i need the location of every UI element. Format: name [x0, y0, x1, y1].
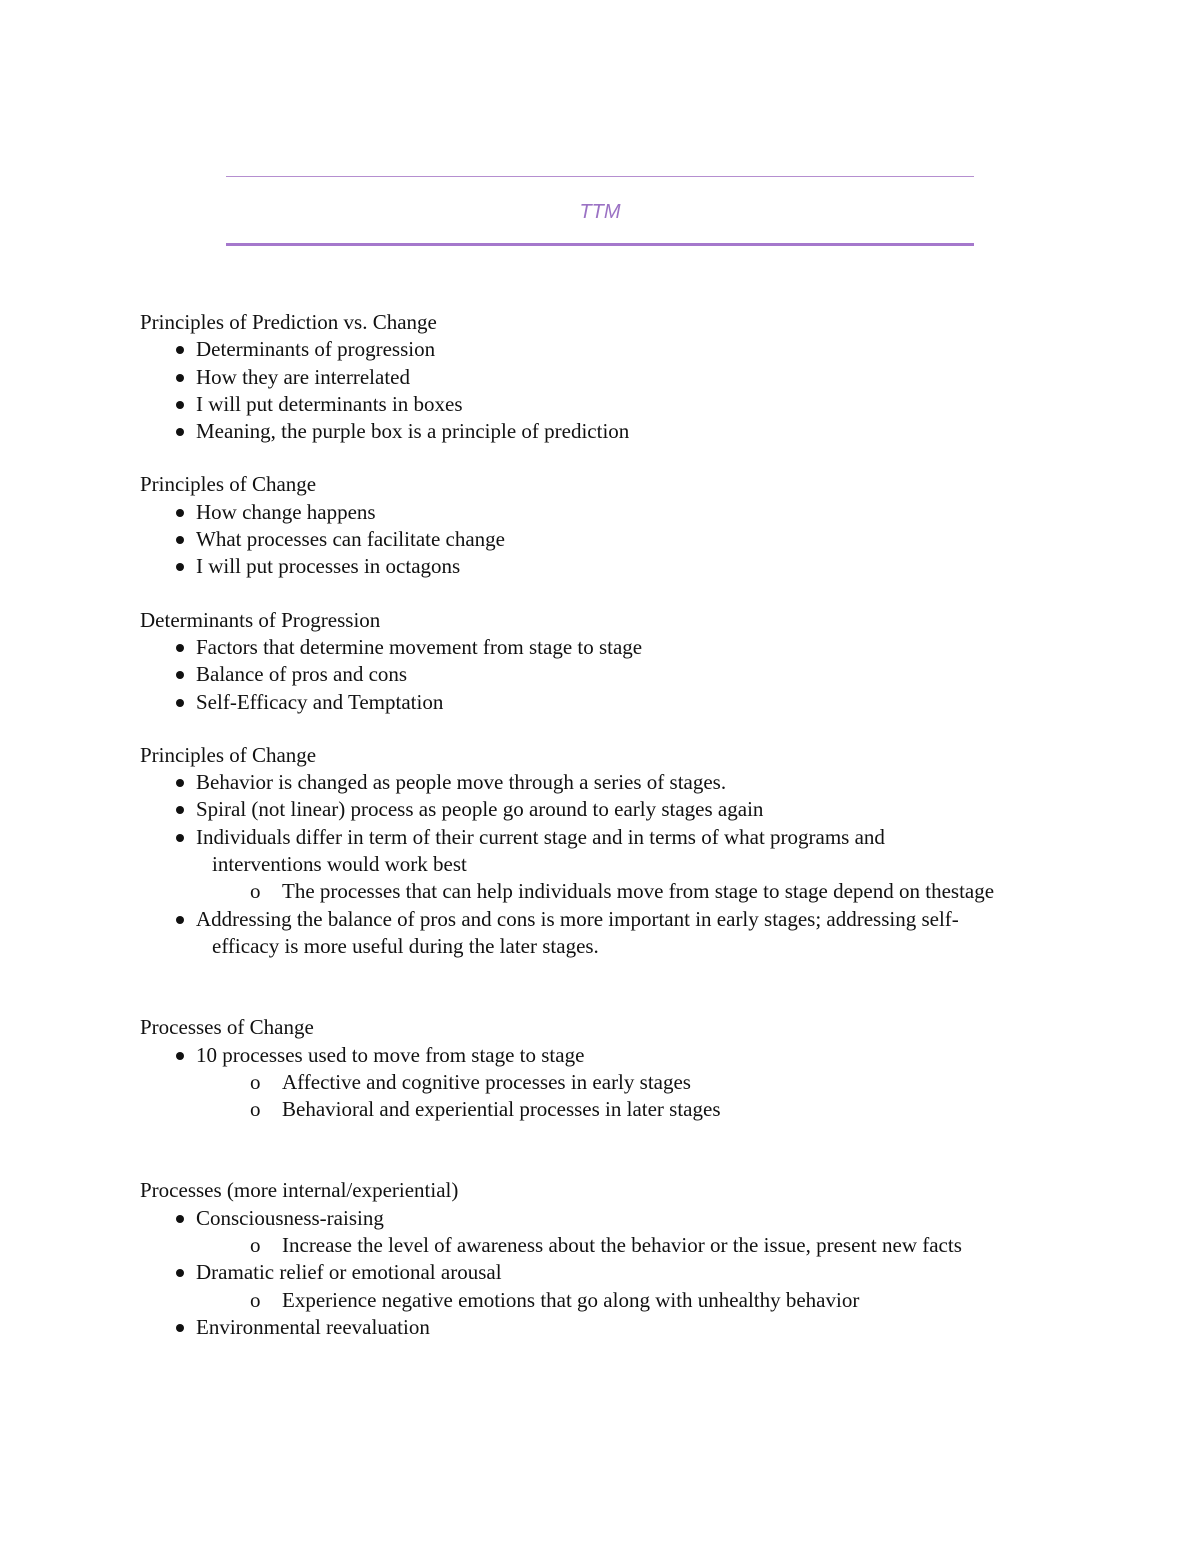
bullet-icon	[176, 509, 184, 517]
bullet-icon	[176, 563, 184, 571]
document-title: TTM	[579, 201, 621, 223]
list-item: Behavior is changed as people move through a series of stages.	[140, 769, 1060, 796]
section	[140, 1014, 1060, 1123]
list-item: Environmental reevaluation	[140, 1314, 1060, 1341]
bullet-list	[140, 1042, 1060, 1124]
bullet-icon	[176, 1052, 184, 1060]
list-item: Self-Efficacy and Temptation	[140, 689, 1060, 716]
list-item: Factors that determine movement from stage to stage	[140, 634, 1060, 661]
list-item: Determinants of progression	[140, 336, 1060, 363]
list-item: Balance of pros and cons	[140, 661, 1060, 688]
spacer	[140, 581, 1060, 607]
list-item: 10 processes used to move from stage to stage o Affective and cognitive processes in early stages o Behavioral and experiential processes in later stages	[140, 1042, 1060, 1124]
bullet-icon	[176, 916, 184, 924]
list-item: Addressing the balance of pros and cons is more important in early stages; addressing self- efficacy is more useful during the later stages.	[140, 906, 1060, 961]
bullet-icon	[176, 374, 184, 382]
sub-list-item: o Behavioral and experiential processes in later stages	[140, 1096, 1060, 1123]
sub-list-item: o Increase the level of awareness about the behavior or the issue, present new facts	[140, 1232, 1060, 1259]
bullet-list	[140, 1205, 1060, 1341]
bullet-icon	[176, 428, 184, 436]
list-item: Consciousness-raising o Increase the level of awareness about the behavior or the issue, present new facts	[140, 1205, 1060, 1260]
sub-bullet-list	[196, 1069, 1060, 1124]
bullet-icon	[176, 346, 184, 354]
list-item: Meaning, the purple box is a principle of prediction	[140, 418, 1060, 445]
section	[140, 309, 1060, 445]
bullet-icon	[176, 1215, 184, 1223]
list-item: How they are interrelated	[140, 364, 1060, 391]
section-heading: Principles of Change	[140, 742, 317, 767]
document-body	[140, 309, 1060, 1341]
list-item: How change happens	[140, 499, 1060, 526]
bullet-list	[140, 634, 1060, 716]
spacer	[140, 960, 1060, 1014]
section-heading: Principles of Prediction vs. Change	[140, 310, 437, 334]
sub-bullet-list	[196, 878, 1060, 905]
circle-bullet-icon: o	[250, 1287, 261, 1312]
section-heading: Processes (more internal/experiential)	[140, 1178, 459, 1203]
bullet-icon	[176, 671, 184, 679]
bullet-icon	[176, 806, 184, 814]
circle-bullet-icon: o	[250, 1069, 261, 1094]
section	[140, 607, 1060, 716]
section	[140, 1177, 1060, 1341]
bullet-icon	[176, 834, 184, 842]
section-heading: Principles of Change	[140, 472, 317, 497]
bullet-list	[140, 336, 1060, 445]
circle-bullet-icon: o	[250, 1097, 261, 1122]
spacer	[140, 1123, 1060, 1177]
title-bottom-rule	[226, 243, 974, 246]
bullet-icon	[176, 644, 184, 652]
spacer	[140, 445, 1060, 471]
bullet-list	[140, 769, 1060, 960]
list-item: Dramatic relief or emotional arousal o Experience negative emotions that go along with unhealthy behavior	[140, 1259, 1060, 1314]
section-heading: Determinants of Progression	[140, 607, 381, 632]
bullet-icon	[176, 779, 184, 787]
sub-list-item: o The processes that can help individuals move from stage to stage depend on thestage	[140, 878, 1060, 905]
list-item: Individuals differ in term of their current stage and in terms of what programs and interventions would work best o The processes that can help individuals move from stage to stage depend on thestage	[140, 824, 1060, 906]
circle-bullet-icon: o	[250, 879, 261, 904]
list-item: I will put determinants in boxes	[140, 391, 1060, 418]
sub-bullet-list	[196, 1232, 1060, 1259]
bullet-icon	[176, 1269, 184, 1277]
title-top-rule	[226, 176, 974, 177]
list-item: I will put processes in octagons	[140, 553, 1060, 580]
bullet-list	[140, 499, 1060, 581]
bullet-icon	[176, 536, 184, 544]
section-heading: Processes of Change	[140, 1015, 314, 1040]
circle-bullet-icon: o	[250, 1233, 261, 1258]
list-item: Spiral (not linear) process as people go around to early stages again	[140, 796, 1060, 823]
section	[140, 471, 1060, 580]
sub-bullet-list	[196, 1287, 1060, 1314]
bullet-icon	[176, 401, 184, 409]
sub-list-item: o Affective and cognitive processes in early stages	[140, 1069, 1060, 1096]
sub-list-item: o Experience negative emotions that go along with unhealthy behavior	[140, 1287, 1060, 1314]
list-item: What processes can facilitate change	[140, 526, 1060, 553]
section	[140, 742, 1060, 960]
bullet-icon	[176, 1324, 184, 1332]
bullet-icon	[176, 699, 184, 707]
spacer	[140, 716, 1060, 742]
